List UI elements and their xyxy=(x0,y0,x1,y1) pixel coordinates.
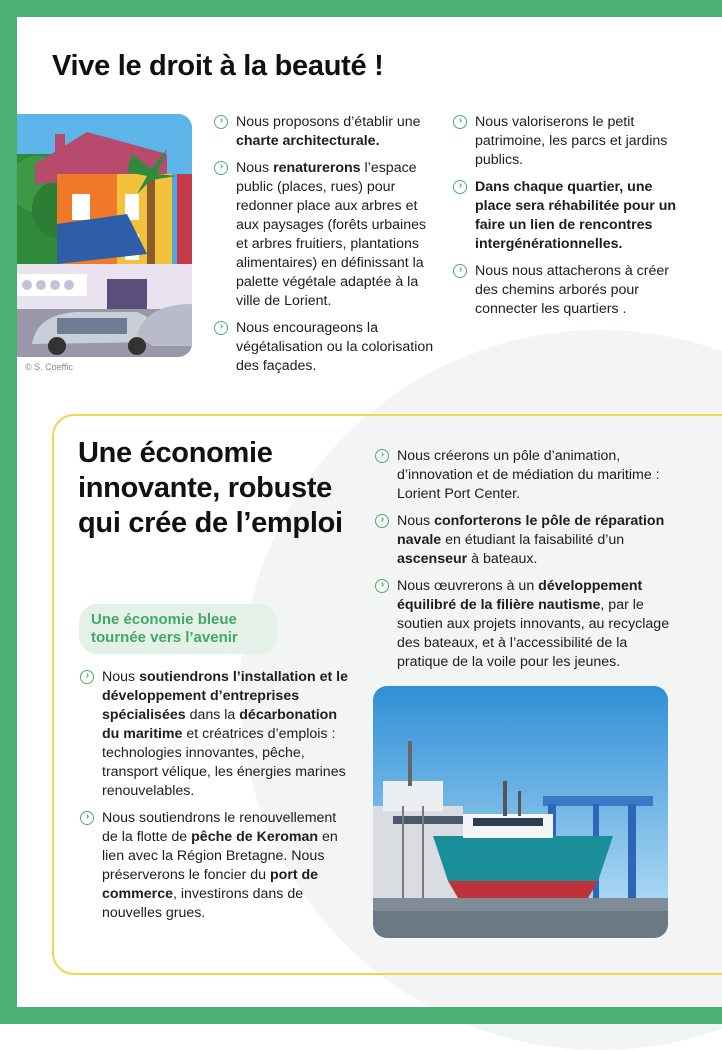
beauty-column-1 xyxy=(214,113,436,384)
bullet-item xyxy=(80,668,348,801)
beauty-list-1 xyxy=(214,113,436,376)
bullet-item xyxy=(453,178,679,254)
bullet-item xyxy=(453,262,679,319)
bullet-text-bold: renaturerons xyxy=(273,160,361,176)
bullet-item xyxy=(375,577,675,672)
bullet-text-bold: soutiendrons l’installation et le développement d’entreprises spécialisées xyxy=(102,669,348,723)
bullet-item xyxy=(375,512,675,569)
bullet-item xyxy=(214,159,436,311)
bullet-text: en étudiant la faisabilité d’un xyxy=(441,532,625,548)
bullet-text-bold: décarbonation du maritime xyxy=(102,707,338,742)
bullet-text: l’espace public (places, rues) pour redonner place aux arbres et aux paysages (forêts urbaines et arbres fruitiers, plantations alimentaires) en définissant la palette végétale adaptée à la ville de Lorient. xyxy=(236,160,427,309)
bullet-text: Nous valoriserons le petit patrimoine, les parcs et jardins publics. xyxy=(475,114,668,168)
bullet-text: à bateaux. xyxy=(467,551,538,567)
bullet-text: , investirons dans de nouvelles grues. xyxy=(102,886,304,921)
frame-left-border xyxy=(0,0,17,1024)
house-painting-image xyxy=(17,114,192,357)
chevron-circle-icon xyxy=(214,321,228,335)
bullet-text-bold: conforterons le pôle de réparation navale xyxy=(397,513,665,548)
bullet-item xyxy=(453,113,679,170)
chevron-circle-icon xyxy=(453,115,467,129)
bullet-item xyxy=(375,447,675,504)
economy-section-title: Une économie innovante, robuste qui crée de l’emploi xyxy=(78,437,343,539)
chevron-circle-icon xyxy=(375,579,389,593)
chevron-circle-icon xyxy=(214,115,228,129)
economy-list-right xyxy=(375,447,675,672)
bullet-text: et créatrices d’emplois : technologies innovantes, pêche, transport vélique, les énergies marines renouvelables. xyxy=(102,726,346,799)
chevron-circle-icon xyxy=(375,449,389,463)
bullet-text: Nous nous attacherons à créer des chemins arborés pour connecter les quartiers . xyxy=(475,263,670,317)
bullet-text: Nous encourageons la végétalisation ou la colorisation des façades. xyxy=(236,320,434,374)
bullet-text: Nous xyxy=(236,160,274,176)
economy-column-left xyxy=(80,668,348,931)
bullet-text: , par le soutien aux projets innovants, au recyclage des bateaux, et à l’accessibilité de la pratique de la voile pour les jeunes. xyxy=(397,597,670,670)
bullet-text: dans la xyxy=(185,707,240,723)
bullet-item xyxy=(214,319,436,376)
shipyard-boat-photo xyxy=(373,686,668,938)
bullet-text-bold: charte architecturale. xyxy=(236,133,380,149)
photo-credit: © S. Coeffic xyxy=(25,362,73,372)
chevron-circle-icon xyxy=(453,264,467,278)
bullet-text-bold: développement équilibré de la filière nautisme xyxy=(397,578,643,613)
economy-column-right xyxy=(375,447,675,680)
chevron-circle-icon xyxy=(214,161,228,175)
bullet-text: Nous œuvrerons à un xyxy=(397,578,539,594)
frame-top-border xyxy=(0,0,722,17)
chevron-circle-icon xyxy=(375,514,389,528)
bullet-text: Nous xyxy=(397,513,435,529)
frame-bottom-border xyxy=(0,1007,722,1024)
bullet-item xyxy=(214,113,436,151)
economy-subtitle: Une économie bleue tournée vers l’avenir xyxy=(91,611,238,646)
bullet-text: Nous créerons un pôle d’animation, d’innovation et de médiation du maritime : Lorient Port Center. xyxy=(397,448,660,502)
economy-list-left xyxy=(80,668,348,923)
beauty-column-2 xyxy=(453,113,679,327)
bullet-text-bold: ascenseur xyxy=(397,551,468,567)
chevron-circle-icon xyxy=(80,811,94,825)
bullet-text: Nous soutiendrons le renouvellement de la flotte de xyxy=(102,810,337,845)
bullet-text: Nous proposons d’établir une xyxy=(236,114,421,130)
economy-subtitle-pill xyxy=(79,604,277,654)
page-title: Vive le droit à la beauté ! xyxy=(52,50,384,82)
chevron-circle-icon xyxy=(453,180,467,194)
beauty-list-2 xyxy=(453,113,679,319)
chevron-circle-icon xyxy=(80,670,94,684)
bullet-text-bold: Dans chaque quartier, une place sera réhabilitée pour un faire un lien de rencontres intergénérationnelles. xyxy=(475,179,677,252)
bullet-text-bold: port de commerce xyxy=(102,867,319,902)
bullet-text: Nous xyxy=(102,669,140,685)
bullet-item xyxy=(80,809,348,923)
bullet-text: en lien avec la Région Bretagne. Nous préserverons le foncier du xyxy=(102,829,338,883)
bullet-text-bold: pêche de Keroman xyxy=(191,829,319,845)
